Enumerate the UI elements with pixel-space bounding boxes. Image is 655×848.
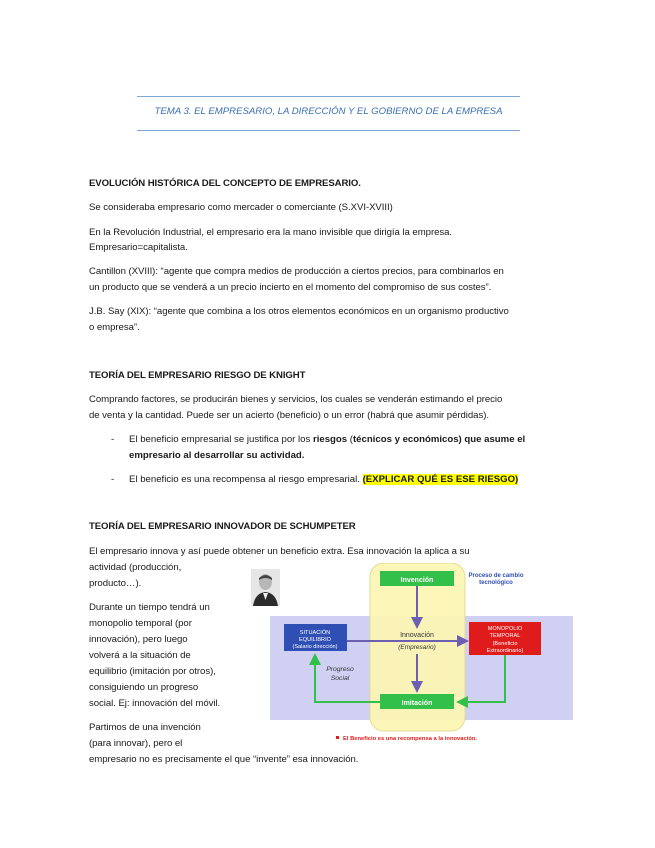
beneficio-note: El Beneficio es una recompensa a la innovación. bbox=[343, 736, 478, 742]
paragraph: consiguiendo un progreso bbox=[89, 682, 199, 693]
monopolio-label: (Beneficio bbox=[492, 641, 518, 647]
progreso-label: Social bbox=[330, 675, 350, 682]
paragraph: Durante un tiempo tendrá un bbox=[89, 602, 210, 613]
bullet-item bbox=[129, 432, 569, 464]
invencion-label: Invención bbox=[400, 577, 434, 584]
paragraph: social. Ej: innovación del móvil. bbox=[89, 698, 221, 709]
highlighted-note: (EXPLICAR QUÉ ES ESE RIESGO) bbox=[362, 474, 519, 485]
bold-text: empresario al desarrollar su actividad. bbox=[129, 450, 305, 461]
paragraph: Se consideraba empresario como mercader o comerciante (S.XVI-XVIII) bbox=[89, 202, 393, 213]
paragraph: un producto que se venderá a un precio incierto en el momento del compromiso de sus costes”. bbox=[89, 282, 492, 293]
section-heading-knight: TEORÍA DEL EMPRESARIO RIESGO DE KNIGHT bbox=[89, 370, 306, 381]
progreso-label: Progreso bbox=[326, 666, 354, 673]
page-title: TEMA 3. EL EMPRESARIO, LA DIRECCIÓN Y EL GOBIERNO DE LA EMPRESA bbox=[154, 106, 503, 117]
situacion-label: (Salario dirección) bbox=[292, 644, 338, 650]
situacion-label: SITUACIÓN bbox=[299, 630, 331, 636]
bullet-dash: - bbox=[111, 434, 115, 445]
schumpeter-diagram bbox=[270, 563, 573, 745]
paragraph: volverá a la situación de bbox=[89, 650, 191, 661]
bold-text: riesgos bbox=[312, 434, 348, 445]
paragraph: J.B. Say (XIX): “agente que combina a los otros elementos económicos en un organismo productivo bbox=[89, 306, 509, 317]
bullet-dash: - bbox=[111, 474, 115, 485]
section-heading-evolucion: EVOLUCIÓN HISTÓRICA DEL CONCEPTO DE EMPRESARIO. bbox=[89, 178, 361, 189]
paragraph: Empresario=capitalista. bbox=[89, 242, 188, 253]
paragraph: innovación), pero luego bbox=[89, 634, 188, 645]
paragraph: de venta y la cantidad. Puede ser un acierto (beneficio) o un error (habrá que asumir pérdidas). bbox=[89, 410, 489, 421]
paragraph: En la Revolución Industrial, el empresario era la mano invisible que dirigía la empresa. bbox=[89, 227, 453, 238]
paragraph: o empresa”. bbox=[89, 322, 140, 333]
paragraph: Partimos de una invención bbox=[89, 722, 201, 733]
paragraph: monopolio temporal (por bbox=[89, 618, 192, 629]
imitacion-label: Imitación bbox=[401, 700, 433, 707]
note-bullet bbox=[336, 736, 339, 739]
paragraph: Cantillon (XVIII): “agente que compra medios de producción a ciertos precios, para combinarlos en bbox=[89, 266, 504, 277]
bullet-item bbox=[129, 472, 569, 488]
header-rule-bottom bbox=[137, 130, 520, 131]
monopolio-label: MONOPOLIO bbox=[487, 626, 523, 632]
innovacion-label: Innovación bbox=[400, 632, 434, 639]
paragraph: producto…). bbox=[89, 578, 142, 589]
paragraph: actividad (producción, bbox=[89, 562, 182, 573]
bold-text: técnicos y económicos) que asume el bbox=[352, 434, 526, 445]
monopolio-label: TEMPORAL bbox=[489, 633, 521, 639]
paragraph: El empresario innova y así puede obtener un beneficio extra. Esa innovación la aplica a su bbox=[89, 546, 470, 557]
paragraph: Comprando factores, se producirán bienes y servicios, los cuales se venderán estimando el precio bbox=[89, 394, 503, 405]
paragraph: equilibrio (imitación por otros), bbox=[89, 666, 216, 677]
section-heading-schumpeter: TEORÍA DEL EMPRESARIO INNOVADOR DE SCHUMPETER bbox=[89, 521, 356, 532]
monopolio-label: Extraordinario) bbox=[486, 648, 524, 654]
paragraph: empresario no es precisamente el que “invente” esa innovación. bbox=[89, 754, 359, 765]
paragraph: (para innovar), pero el bbox=[89, 738, 183, 749]
proceso-label: tecnológico bbox=[479, 580, 513, 586]
header-rule-top bbox=[137, 96, 520, 97]
bullet-text: El beneficio empresarial se justifica por los bbox=[129, 434, 313, 445]
empresario-label: (Empresario) bbox=[398, 644, 436, 651]
proceso-label: Proceso de cambio bbox=[468, 573, 524, 579]
bullet-text: El beneficio es una recompensa al riesgo empresarial. bbox=[129, 474, 360, 485]
bullet-text: ( bbox=[347, 434, 353, 445]
situacion-label: EQUILIBRIO bbox=[298, 637, 332, 643]
